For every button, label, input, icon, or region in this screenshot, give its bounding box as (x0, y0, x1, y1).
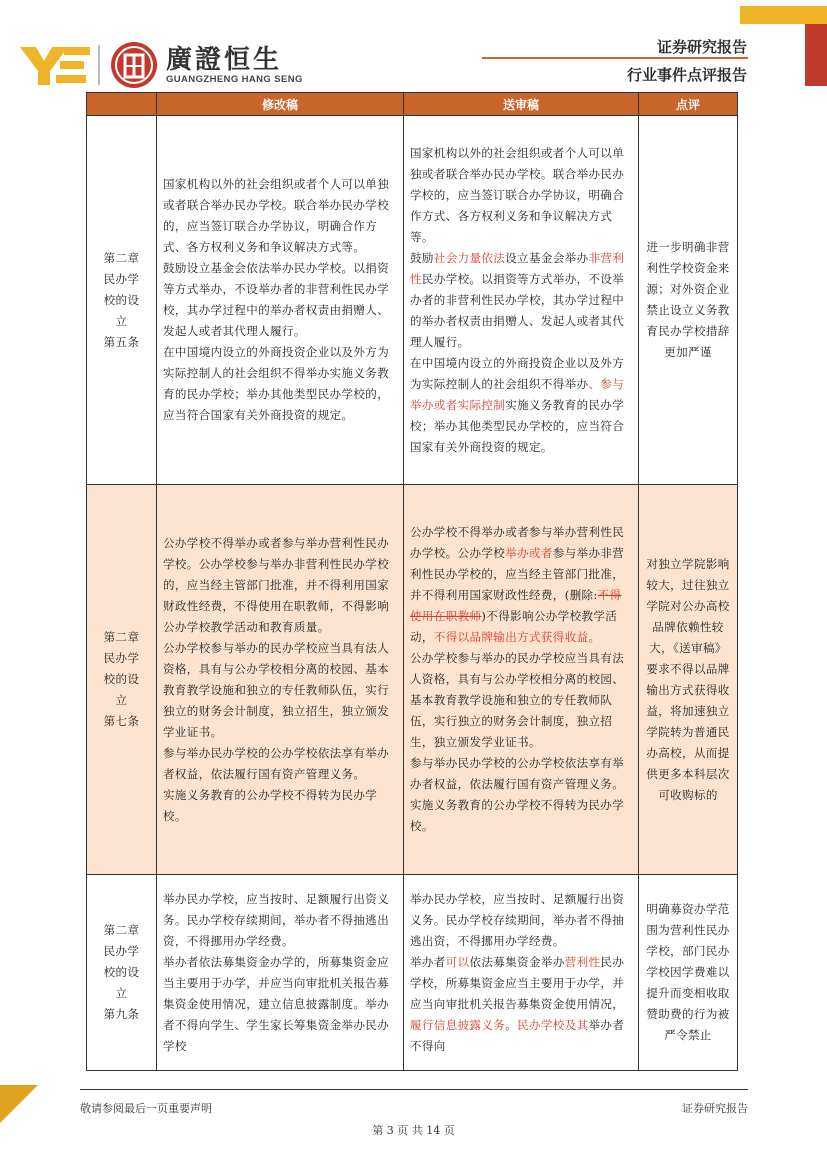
revised-text-cell: 举办民办学校，应当按时、足额履行出资义务。民办学校存续期间，举办者不得抽逃出资，不得挪用办学经费。 举办者依法募集资金办学的，所募集资金应当主要用于办学，并应当向审批机关报告募集资金使用情况，建立信息披露制度。举办者不得向学生、学生家长筹集资金举办民办学校 (157, 875, 404, 1071)
comparison-table (86, 92, 738, 1071)
header-rule (482, 57, 748, 59)
table-row (87, 875, 738, 1071)
report-category-title: 行业事件点评报告 (626, 66, 747, 84)
page-number: 第 3 页 共 14 页 (372, 1124, 455, 1137)
header-cell-draft: 送审稿 (404, 93, 639, 116)
table-row (87, 485, 738, 875)
footer-disclaimer: 敬请参阅最后一页重要声明 (80, 1102, 212, 1115)
table-header-row (87, 93, 738, 116)
company-logo (20, 38, 303, 92)
top-right-gold-bar (740, 6, 827, 24)
header-cell-comment: 点评 (639, 93, 738, 116)
report-type-title: 证券研究报告 (656, 38, 747, 56)
brand-name-en: GUANGZHENG HANG SENG (166, 73, 303, 85)
draft-text-cell: 公办学校不得举办或者参与举办营利性民办学校。公办学校举办或者参与举办非营利性民办学校的，应当经主管部门批准，并不得利用国家财政性经费，(删除:不得使用在职教师)不得影响公办学校教学活动，不得以品牌输出方式获得收益。 公办学校参与举办的民办学校应当具有法人资格，具有与公办学校相分离的校园、基本教育教学设施和独立的专任教师队伍，实行独立的财务会计制度，独立招生，独立颁发学业证书。 参与举办民办学校的公办学校依法享有举办者权益，依法履行国有资产管理义务。 实施义务教育的公办学校不得转为民办学校。 (404, 485, 639, 875)
header-cell-section (87, 93, 157, 116)
brand-name-cn: 廣證恒生 (166, 44, 283, 75)
draft-text-cell: 举办民办学校，应当按时、足额履行出资义务。民办学校存续期间，举办者不得抽逃出资，不得挪用办学经费。 举办者可以依法募集资金举办营利性民办学校，所募集资金应当主要用于办学，并应当向审批机关报告募集资金使用情况，履行信息披露义务。民办学校及其举办者不得向 (404, 875, 639, 1071)
bottom-left-corner-accent (0, 1085, 38, 1123)
seal-logo-icon (110, 41, 158, 89)
section-cell: 第二章 民办学 校的设 立 第九条 (87, 875, 157, 1071)
comment-cell: 对独立学院影响较大，过往独立学院对公办高校品牌依赖性较大，《送审稿》要求不得以品牌输出方式获得收益，将加速独立学院转为普通民办高校，从而提供更多本科层次可收购标的 (639, 485, 738, 875)
footer-report-type: 证券研究报告 (682, 1102, 748, 1115)
table-row (87, 116, 738, 485)
top-right-red-bar (805, 24, 827, 86)
draft-text-cell: 国家机构以外的社会组织或者个人可以单独或者联合举办民办学校。联合举办民办学校的，应当签订联合办学协议，明确合作方式、各方权利义务和争议解决方式等。 鼓励社会力量依法设立基金会举办非营利性民办学校。以捐资等方式举办，不设举办者的非营利性民办学校，其办学过程中的举办者权责由捐赠人、发起人或者其代理人履行。 在中国境内设立的外商投资企业以及外方为实际控制人的社会组织不得举办、参与举办或者实际控制实施义务教育的民办学校；举办其他类型民办学校的，应当符合国家有关外商投资的规定。 (404, 116, 639, 485)
revised-text-cell: 公办学校不得举办或者参与举办营利性民办学校。公办学校参与举办非营利性民办学校的，应当经主管部门批准，并不得利用国家财政性经费，不得使用在职教师，不得影响公办学校教学活动和教育质量。 公办学校参与举办的民办学校应当具有法人资格，具有与公办学校相分离的校园、基本教育教学设施和独立的专任教师队伍，实行独立的财务会计制度，独立招生，独立颁发学业证书。 参与举办民办学校的公办学校依法享有举办者权益，依法履行国有资产管理义务。 实施义务教育的公办学校不得转为民办学校。 (157, 485, 404, 875)
footer-rule (80, 1089, 748, 1090)
header-cell-revised: 修改稿 (157, 93, 404, 116)
comment-cell: 明确募资办学范围为营利性民办学校，部门民办学校因学费难以提升而变相收取赞助费的行为被严令禁止 (639, 875, 738, 1071)
section-cell: 第二章 民办学 校的设 立 第五条 (87, 116, 157, 485)
logo-divider (98, 45, 100, 85)
ye-logo-icon (20, 45, 92, 85)
comment-cell: 进一步明确非营利性学校资金来源；对外资企业禁止设立义务教育民办学校措辞更加严谨 (639, 116, 738, 485)
revised-text-cell: 国家机构以外的社会组织或者个人可以单独或者联合举办民办学校。联合举办民办学校的，应当签订联合办学协议，明确合作方式、各方权利义务和争议解决方式等。 鼓励设立基金会依法举办民办学校。以捐资等方式举办，不设举办者的非营利性民办学校，其办学过程中的举办者权责由捐赠人、发起人或者其代理人履行。 在中国境内设立的外商投资企业以及外方为实际控制人的社会组织不得举办实施义务教育的民办学校；举办其他类型民办学校的，应当符合国家有关外商投资的规定。 (157, 116, 404, 485)
section-cell: 第二章 民办学 校的设 立 第七条 (87, 485, 157, 875)
